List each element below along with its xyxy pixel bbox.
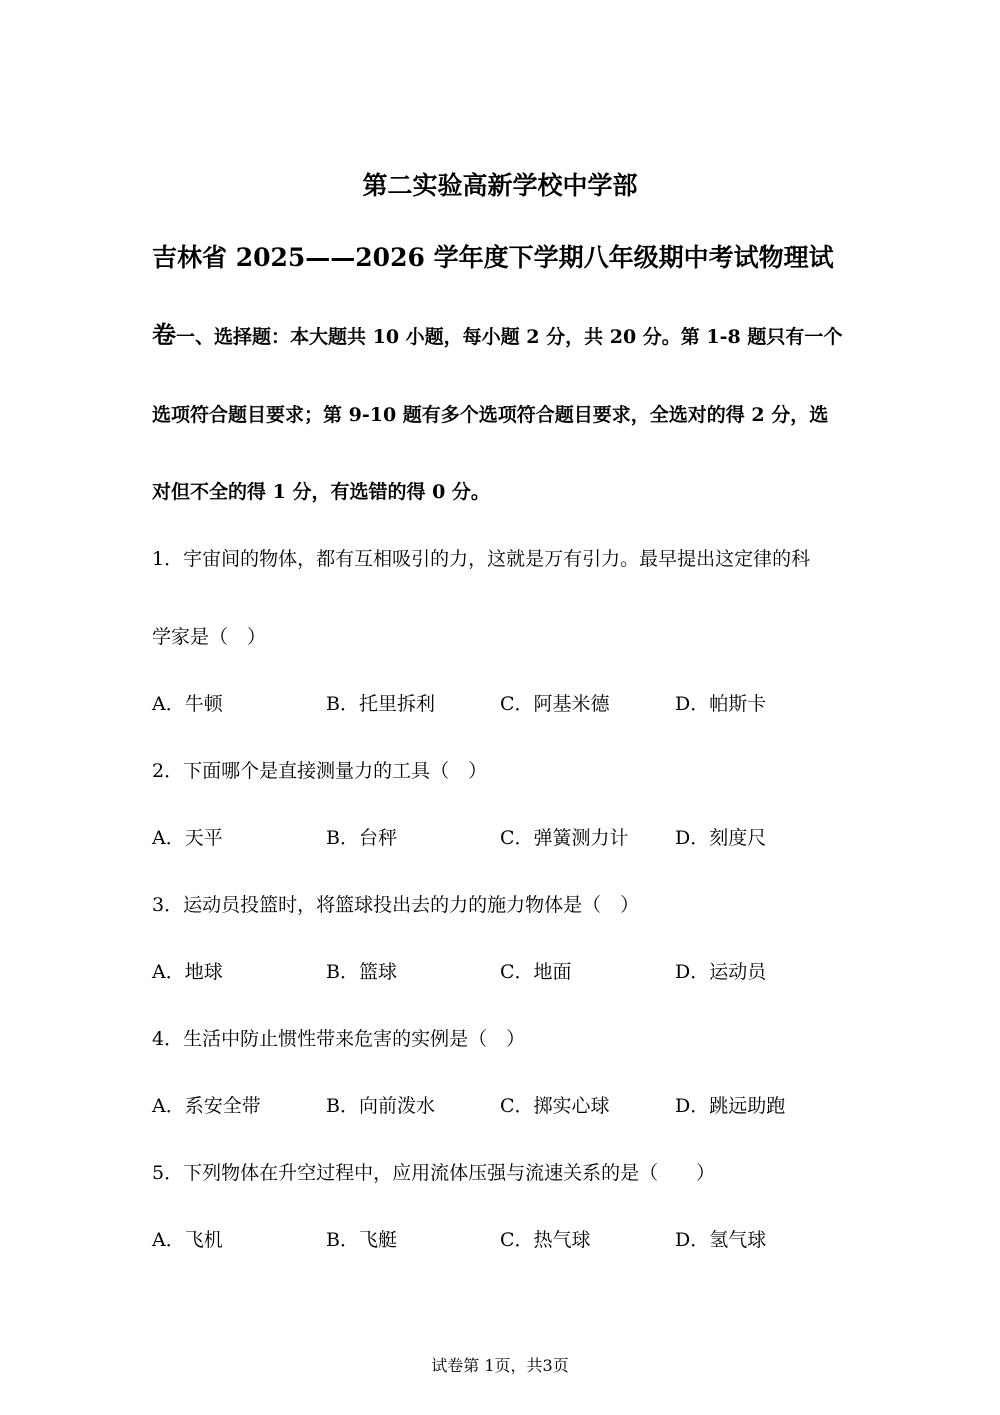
- question-4-option-b: B．向前泼水: [326, 1095, 435, 1117]
- question-4-option-a: A．系安全带: [152, 1095, 261, 1117]
- question-2-options: [152, 825, 852, 851]
- section-text-1: 一、选择题：本大题共 10 小题，每小题 2 分，共 20 分。第 1-8 题只有一个: [176, 326, 843, 348]
- question-1-option-c: C．阿基米德: [500, 693, 610, 715]
- question-4-options: [152, 1093, 852, 1119]
- question-5-option-a: A．飞机: [152, 1229, 223, 1251]
- question-4-option-d: D．跳远助跑: [675, 1095, 786, 1117]
- question-1-stem-line-1: 1．宇宙间的物体，都有互相吸引的力，这就是万有引力。最早提出这定律的科: [152, 548, 811, 570]
- question-5-options: [152, 1227, 852, 1253]
- section-instructions-line-3: 对但不全的得 1 分，有选错的得 0 分。: [152, 481, 490, 503]
- exam-title: 吉林省 2025——2026 学年度下学期八年级期中考试物理试: [152, 243, 834, 272]
- question-2-option-b: B．台秤: [326, 827, 397, 849]
- question-2-option-c: C．弹簧测力计: [500, 827, 629, 849]
- question-3-stem: 3．运动员投篮时，将篮球投出去的力的施力物体是（ ）: [152, 894, 640, 916]
- question-2-option-a: A．天平: [152, 827, 223, 849]
- question-5-option-c: C．热气球: [500, 1229, 591, 1251]
- question-1-option-a: A．牛顿: [152, 693, 223, 715]
- question-5-option-b: B．飞艇: [326, 1229, 397, 1251]
- question-3-option-b: B．篮球: [326, 961, 397, 983]
- question-4-stem: 4．生活中防止惯性带来危害的实例是（ ）: [152, 1028, 526, 1050]
- question-2-option-d: D．刻度尺: [675, 827, 767, 849]
- question-1-options: [152, 691, 852, 717]
- question-5-stem: 5．下列物体在升空过程中，应用流体压强与流速关系的是（ ）: [152, 1162, 716, 1184]
- question-2-stem: 2．下面哪个是直接测量力的工具（ ）: [152, 760, 488, 782]
- section-instructions-line-1: [152, 322, 842, 350]
- section-prefix: 卷: [152, 320, 176, 349]
- question-5-option-d: D．氢气球: [675, 1229, 767, 1251]
- question-4-option-c: C．掷实心球: [500, 1095, 610, 1117]
- question-1-option-d: D．帕斯卡: [675, 693, 767, 715]
- school-name: 第二实验高新学校中学部: [362, 171, 638, 200]
- question-3-option-d: D．运动员: [675, 961, 767, 983]
- page-footer: 试卷第 1页，共3页: [431, 1356, 569, 1375]
- question-1-option-b: B．托里拆利: [326, 693, 435, 715]
- section-instructions-line-2: 选项符合题目要求；第 9-10 题有多个选项符合题目要求，全选对的得 2 分，选: [152, 404, 829, 426]
- question-3-option-a: A．地球: [152, 961, 223, 983]
- question-3-option-c: C．地面: [500, 961, 572, 983]
- question-3-options: [152, 959, 852, 985]
- question-1-stem-line-2: 学家是（ ）: [152, 626, 267, 648]
